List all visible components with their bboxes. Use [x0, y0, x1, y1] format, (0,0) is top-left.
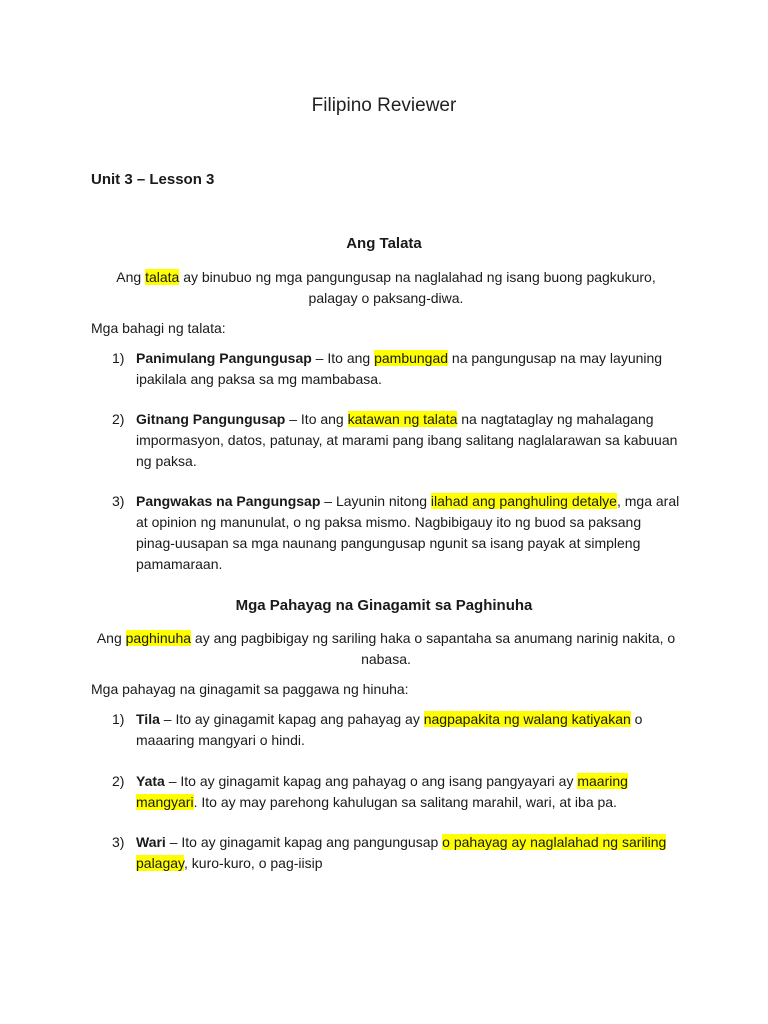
list-item-text: Panimulang Pangungusap – Ito ang pambungad na pangungusap na may layuning ipakilala ang paksa sa mg mambabasa. — [136, 350, 663, 387]
talata-list-intro: Mga bahagi ng talata: — [91, 320, 226, 336]
highlight-paghinuha: paghinuha — [125, 630, 192, 646]
section-heading-talata: Ang Talata — [346, 235, 422, 252]
list-number: 3) — [112, 493, 125, 509]
highlight-talata: talata — [145, 269, 180, 285]
document-title: Filipino Reviewer — [311, 95, 457, 116]
list-item-text: Yata – Ito ay ginagamit kapag ang pahayag o ang isang pangyayari ay maaring mangyari. Ito ay may parehong kahulugan sa salitang marahil, wari, at iba pa. — [136, 773, 628, 810]
paghinuha-list-intro: Mga pahayag na ginagamit sa paggawa ng hinuha: — [91, 681, 409, 697]
unit-lesson-label: Unit 3 – Lesson 3 — [91, 171, 215, 188]
list-number: 1) — [112, 350, 125, 366]
talata-definition: Ang talata ay binubuo ng mga pangungusap na naglalahad ng isang buong pagkukuro, palagay o paksang-diwa. — [116, 269, 656, 306]
list-number: 2) — [112, 411, 125, 427]
section-heading-paghinuha: Mga Pahayag na Ginagamit sa Paghinuha — [235, 597, 533, 614]
list-item-text: Tila – Ito ay ginagamit kapag ang pahayag ay nagpapakita ng walang katiyakan o maaaring mangyari o hindi. — [136, 711, 643, 748]
paghinuha-definition: Ang paghinuha ay ang pagbibigay ng sariling haka o sapantaha sa anumang narinig nakita, o nabasa. — [96, 630, 676, 667]
list-number: 1) — [112, 711, 125, 727]
list-item-text: Wari – Ito ay ginagamit kapag ang pangungusap o pahayag ay naglalahad ng sariling palagay, kuro-kuro, o pag-iisip — [136, 834, 667, 871]
list-number: 3) — [112, 834, 125, 850]
list-number: 2) — [112, 773, 125, 789]
list-item-text: Pangwakas na Pangungsap – Layunin nitong ilahad ang panghuling detalye, mga aral at opinion ng manunulat, o ng paksa mismo. Nagbibigauy ito ng buod sa paksang pinag-uusapan sa mga naunang pangungusap ngunit sa isang payak at simpleng pamamaraan. — [136, 493, 680, 572]
list-item-text: Gitnang Pangungusap – Ito ang katawan ng talata na nagtataglay ng mahalagang impormasyon, datos, patunay, at marami pang ibang salitang naglalarawan sa kabuuan ng paksa. — [136, 411, 678, 469]
